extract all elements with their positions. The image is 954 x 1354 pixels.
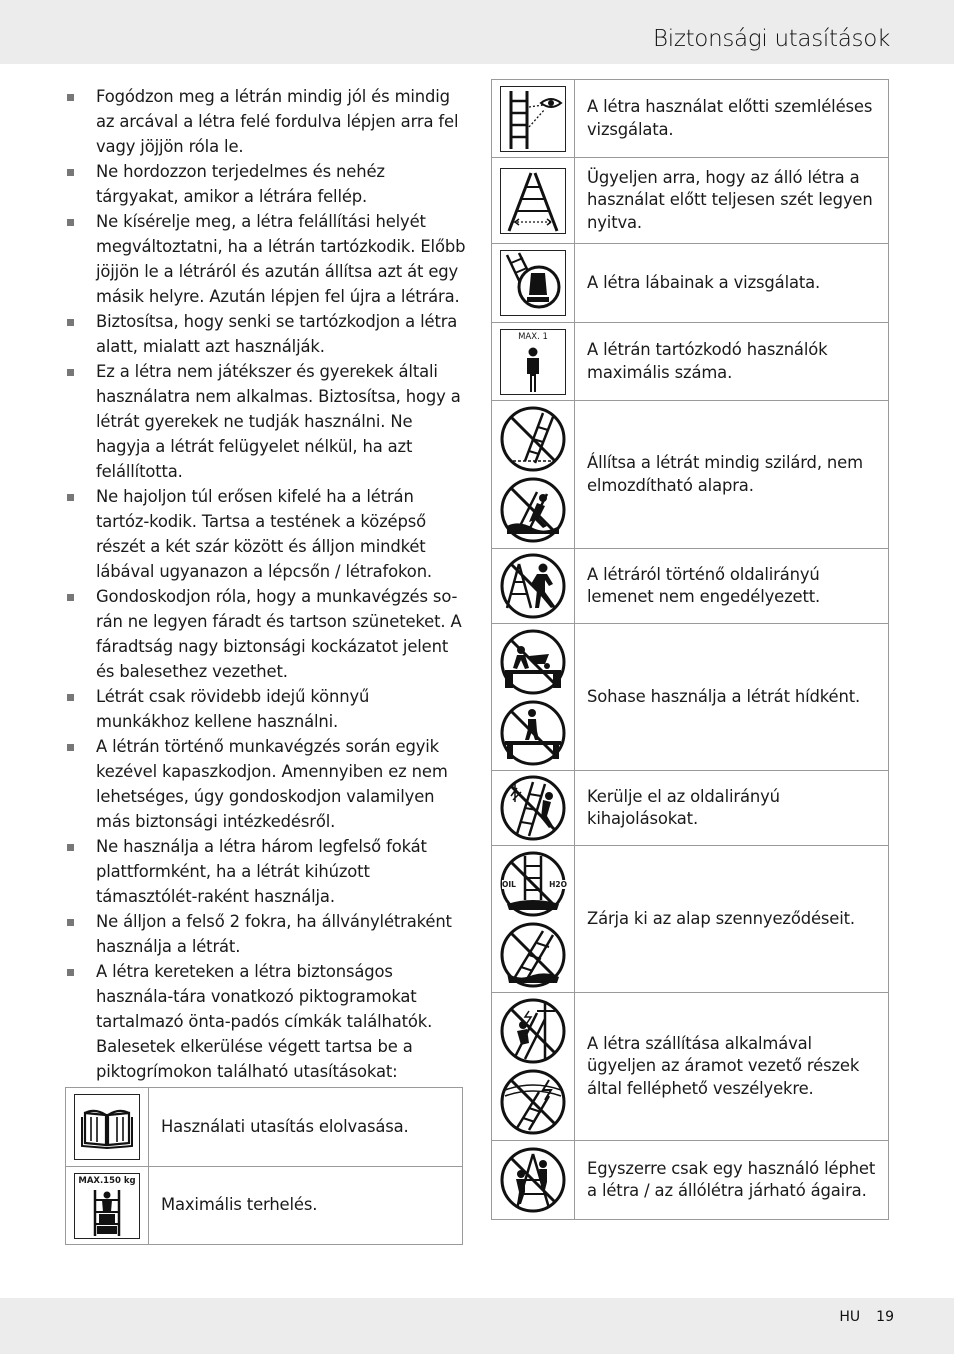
- no-overreach-icon: [499, 774, 567, 842]
- max-load-icon: [74, 1173, 140, 1239]
- no-soft-ground-icon: [499, 476, 567, 544]
- pictogram-description: Sohase használja a létrát hídként.: [575, 624, 889, 771]
- no-bridge-wheelbarrow-icon: [499, 628, 567, 696]
- power-line-hazard-icon: [499, 1068, 567, 1136]
- left-pictogram-table: [65, 1087, 463, 1245]
- list-item: Ne kísérelje meg, a létra felállítási helyét megváltoztatni, ha a létrán tartózkodik. Előbb jöjjön le a létráról és azután állítsa azt át egy másik helyre. Azután lépjen fel újra a létrára.: [66, 209, 466, 309]
- table-row: [492, 401, 889, 549]
- max-one-user-icon: [500, 329, 566, 395]
- pictogram-description: Zárja ki az alap szennyeződéseit.: [575, 846, 889, 993]
- table-row: [492, 624, 889, 771]
- water-label: H2O: [549, 879, 567, 889]
- no-contaminated-base-icon: [499, 850, 567, 918]
- max-load-label: MAX.150 kg: [78, 1175, 136, 1186]
- table-row: [66, 1088, 463, 1167]
- right-pictogram-table: [491, 79, 889, 1220]
- list-item: Ne hordozzon terjedelmes és nehéz tárgyakat, amikor a létrára fellép.: [66, 159, 466, 209]
- list-item: Ne hajoljon túl erősen kifelé ha a létrán tartóz-kodik. Tartsa a testének a középső részét a két szár között és álljon mindkét lábával ugyanazon a lépcsőn / létrafokon.: [66, 484, 466, 584]
- language-code: HU: [839, 1309, 861, 1325]
- safety-instructions-list: [66, 84, 466, 1084]
- pictogram-description: A létra lábainak a vizsgálata.: [575, 244, 889, 323]
- pictogram-description: A létráról történő oldalirányú lemenet nem engedélyezett.: [575, 549, 889, 624]
- list-item: Biztosítsa, hogy senki se tartózkodjon a létra alatt, mialatt azt használják.: [66, 309, 466, 359]
- table-row: [492, 158, 889, 244]
- list-item: A létrán történő munkavégzés során egyik kezével kapaszkodjon. Amennyiben ez nem lehetséges, úgy gondoskodjon valamilyen más biztonsági intézkedésről.: [66, 734, 466, 834]
- table-row: [492, 771, 889, 846]
- book-icon: [74, 1094, 140, 1160]
- table-row: [66, 1167, 463, 1245]
- list-item: Gondoskodjon róla, hogy a munkavégzés so-rán ne legyen fáradt és tartson szüneteket. A fáradtság nagy biztonsági kockázatot jelent és balesethez vezethet.: [66, 584, 466, 684]
- no-bridge-walk-icon: [499, 699, 567, 767]
- table-row: [492, 549, 889, 624]
- pictogram-description: A létra használat előtti szemléléses vizsgálata.: [575, 80, 889, 158]
- pictogram-description: Maximális terhelés.: [149, 1167, 463, 1245]
- pictogram-description: Egyszerre csak egy használó léphet a létra / az állólétra járható ágaira.: [575, 1141, 889, 1220]
- no-slippery-ground-icon: [499, 921, 567, 989]
- table-row: [492, 846, 889, 993]
- oil-label: OIL: [502, 879, 516, 889]
- list-item: Ne használja a létra három legfelső fokát plattformként, ha a létrát kihúzott támasztólét-raként használja.: [66, 834, 466, 909]
- pictogram-description: Használati utasítás elolvasása.: [149, 1088, 463, 1167]
- no-unstable-base-icon: [499, 405, 567, 473]
- list-item: Létrát csak rövidebb idejű könnyű munkákhoz kellene használni.: [66, 684, 466, 734]
- list-item: Ez a létra nem játékszer és gyerekek általi használatra nem alkalmas. Biztosítsa, hogy a létrát gyerekek ne tudják használni. Ne hagyja a létrát felügyelet nélkül, ha azt felállította.: [66, 359, 466, 484]
- table-row: [492, 1141, 889, 1220]
- pictogram-description: Kerülje el az oldalirányú kihajolásokat.: [575, 771, 889, 846]
- list-item: Ne álljon a felső 2 fokra, ha állványlétraként használja a létrát.: [66, 909, 466, 959]
- list-item: A létra kereteken a létra biztonságos használa-tára vonatkozó piktogramokat tartalmazó önta-padós címkák találhatók. Balesetek elkerülése végett tartsa be a piktogrímokon található utasításokat:: [66, 959, 466, 1084]
- page-footer: [823, 1309, 894, 1325]
- list-item: Fogódzon meg a létrán mindig jól és mindig az arcával a létra felé fordulva lépjen arra fel vagy jöjjön róla le.: [66, 84, 466, 159]
- pictogram-description: Ügyeljen arra, hogy az álló létra a használat előtt teljesen szét legyen nyitva.: [575, 158, 889, 244]
- page-title: Biztonsági utasítások: [652, 26, 890, 52]
- ladder-feet-inspection-icon: [500, 250, 566, 316]
- ladder-inspection-icon: [500, 86, 566, 152]
- pictogram-description: A létrán tartózkodó használók maximális száma.: [575, 323, 889, 401]
- electrical-hazard-icon: [499, 997, 567, 1065]
- pictogram-description: A létra szállítása alkalmával ügyeljen az áramot vezető részek által felléphető veszélyekre.: [575, 993, 889, 1141]
- max-users-label: MAX. 1: [518, 331, 548, 342]
- pictogram-description: Állítsa a létrát mindig szilárd, nem elmozdítható alapra.: [575, 401, 889, 549]
- table-row: [492, 80, 889, 158]
- page-number: 19: [876, 1309, 894, 1325]
- table-row: [492, 993, 889, 1141]
- open-stepladder-icon: [500, 168, 566, 234]
- no-side-dismount-icon: [499, 552, 567, 620]
- one-user-only-icon: [499, 1146, 567, 1214]
- footer-bar: [0, 1298, 954, 1354]
- table-row: [492, 323, 889, 401]
- table-row: [492, 244, 889, 323]
